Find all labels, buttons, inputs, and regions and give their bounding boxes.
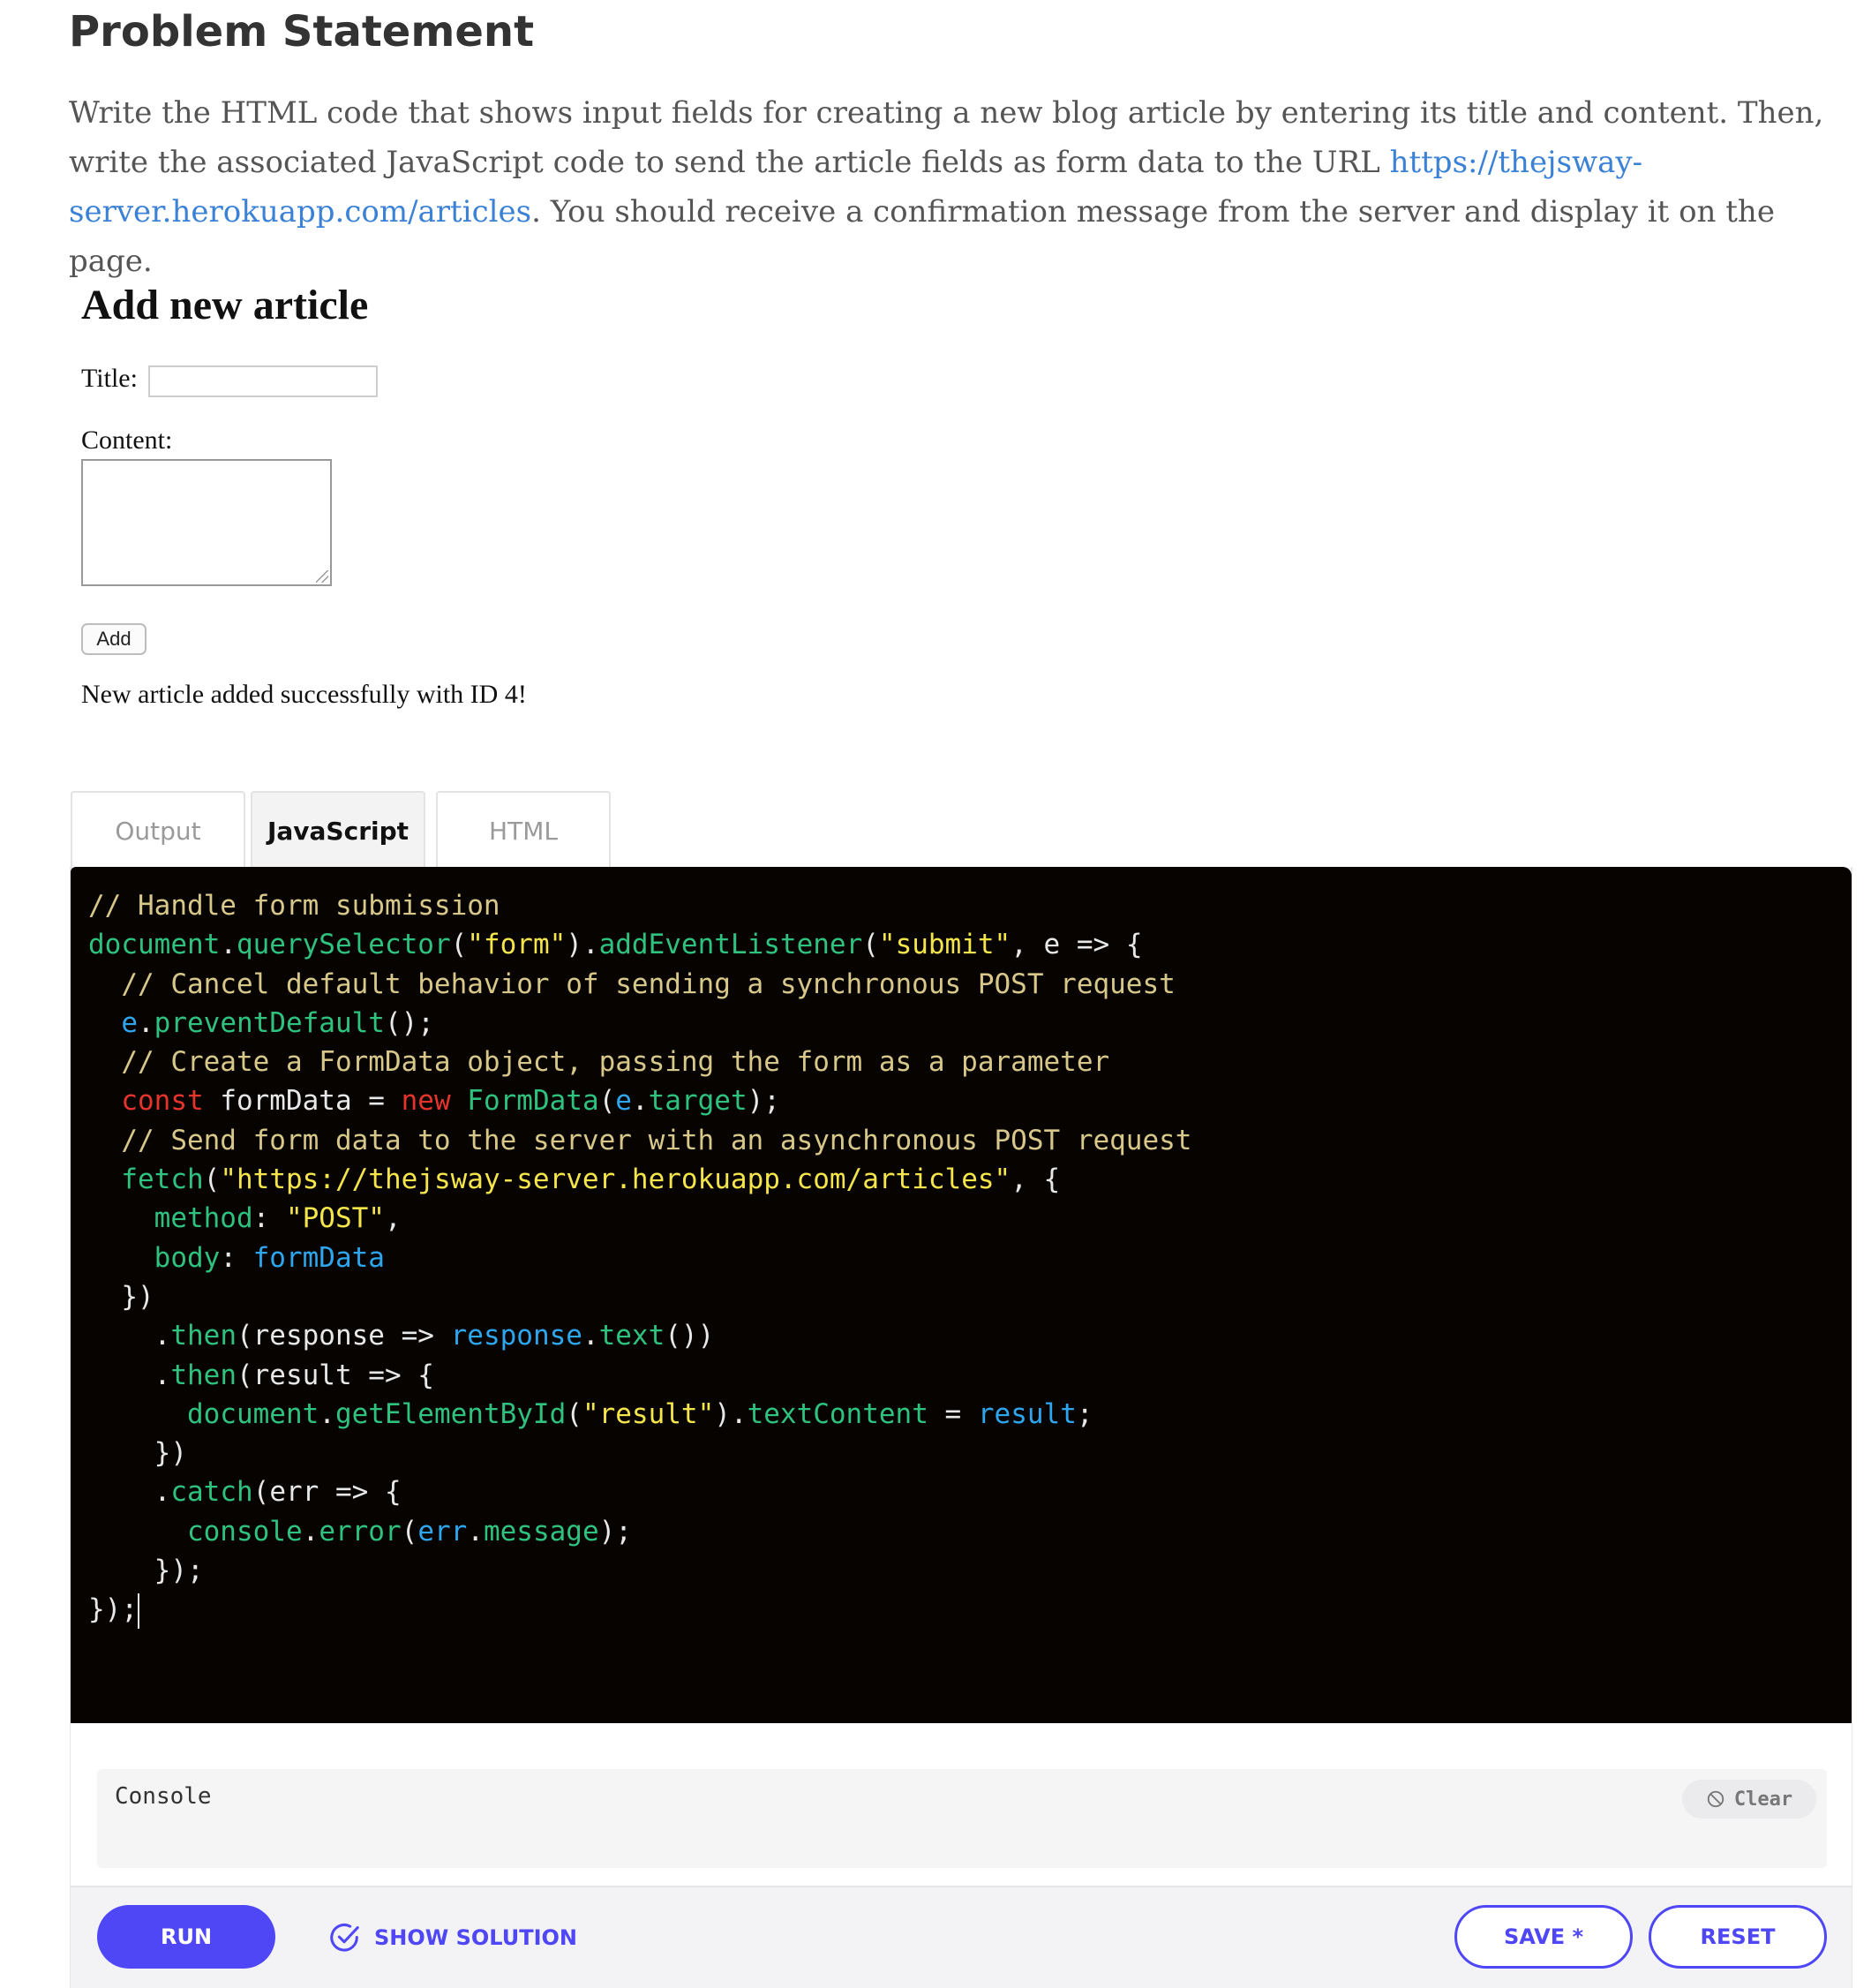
code-token: text [598,1320,665,1352]
statement-text-1: Write the HTML code that shows input fields for creating a new blog article by entering its title and content. Then, write the associated JavaScript code to send the article fields as form data to the URL [69,95,1824,180]
code-token: fetch [121,1163,204,1196]
code-token: (); [384,1006,434,1039]
code-token: FormData [467,1085,599,1118]
problem-statement [69,88,1843,286]
code-token: ; [1076,1397,1093,1430]
code-token: catch [170,1476,253,1509]
no-entry-icon [1706,1789,1725,1809]
code-token [88,1085,121,1117]
code-token: ). [714,1397,748,1430]
code-token: . [88,1476,171,1509]
tab-output[interactable]: Output [71,791,245,869]
code-token: "POST" [285,1202,385,1235]
show-solution-label: SHOW SOLUTION [374,1925,578,1950]
code-line [88,1277,1852,1316]
code-token: . [631,1085,649,1118]
result-message: New article added successfully with ID 4! [81,680,527,709]
code-token: . [88,1359,171,1391]
clear-label: Clear [1733,1788,1793,1811]
code-line [88,1434,1852,1472]
code-line [88,1472,1852,1511]
code-token [88,1046,121,1078]
code-token: , [384,1202,402,1235]
code-token [88,1398,187,1430]
code-token: addEventListener [598,929,863,961]
code-token: formData = [203,1085,402,1118]
preview-title: Add new article [81,282,369,328]
code-token: ( [401,1515,418,1547]
code-token: ( [450,929,468,961]
code-line [88,1043,1852,1081]
code-line [88,1395,1852,1434]
code-token: }) [88,1437,187,1470]
code-token: , e => { [1011,929,1143,961]
code-token: document [186,1397,319,1430]
code-token: "submit" [878,929,1011,961]
code-token [88,1125,121,1156]
code-token: . [319,1397,335,1430]
code-line [88,965,1852,1004]
code-token: . [88,1320,171,1352]
code-token: // Handle form submission [88,890,500,922]
code-token: "form" [467,929,567,961]
code-token: }); [88,1593,138,1626]
run-button[interactable]: RUN [97,1905,275,1969]
add-button[interactable]: Add [81,623,147,655]
code-token: "https://thejsway-server.herokuapp.com/articles" [220,1163,1011,1196]
code-token: then [170,1320,237,1352]
text-cursor [138,1593,139,1629]
code-token [88,968,121,1000]
code-token: e [121,1006,138,1039]
code-token: }) [88,1280,154,1313]
code-token: document [88,929,221,961]
code-token: ()) [665,1320,715,1352]
code-token: (response => [236,1320,451,1352]
title-input[interactable] [148,365,378,397]
code-token: then [170,1359,237,1391]
code-line [88,1239,1852,1277]
code-line [88,1512,1852,1551]
title-label: Title: [81,364,138,393]
code-token [88,1163,121,1195]
code-line [88,886,1852,925]
code-token [451,1085,468,1117]
code-token: new [401,1085,451,1118]
code-token: e [615,1085,632,1118]
code-token: response [450,1320,582,1352]
code-token: preventDefault [154,1006,385,1039]
code-token [88,1007,121,1039]
code-token: textContent [747,1397,928,1430]
reset-button[interactable]: RESET [1649,1905,1827,1969]
code-token: // Create a FormData object, passing the form as a parameter [121,1046,1110,1079]
code-token [88,1516,187,1547]
code-line [88,1004,1852,1043]
code-token: getElementById [334,1397,567,1430]
code-token: . [302,1515,319,1547]
code-token: }); [88,1555,204,1587]
console-panel [97,1769,1827,1868]
code-line [88,925,1852,964]
code-token [88,1202,154,1234]
code-token: // Cancel default behavior of sending a synchronous POST request [121,968,1176,1000]
code-token: formData [252,1241,385,1274]
content-label: Content: [81,425,173,455]
code-token: (err => { [252,1476,402,1509]
content-textarea[interactable] [81,459,332,586]
console-label: Console [115,1783,212,1810]
articles-url-link[interactable]: https://thejsway-server.herokuapp.com/articles [69,145,1643,230]
code-token: : [252,1202,286,1235]
save-button[interactable]: SAVE * [1454,1905,1633,1969]
code-token: "result" [582,1397,715,1430]
code-line [88,1551,1852,1590]
code-token: message [483,1515,599,1547]
code-token: result [977,1397,1077,1430]
code-line [88,1199,1852,1238]
code-token: . [582,1320,599,1352]
code-line [88,1081,1852,1120]
clear-button[interactable] [1682,1780,1816,1819]
check-circle-icon [328,1921,362,1954]
code-token: = [928,1397,978,1430]
code-line [88,1316,1852,1355]
code-token: // Send form data to the server with an asynchronous POST request [121,1124,1192,1156]
code-token: ( [566,1397,582,1430]
code-token: error [319,1515,402,1547]
code-line [88,1356,1852,1395]
code-token: . [220,929,237,961]
code-token: . [467,1515,484,1547]
code-token: err [417,1515,468,1547]
code-token: ); [747,1085,780,1118]
show-solution-button[interactable] [328,1916,577,1960]
code-token: console [186,1515,303,1547]
tab-javascript[interactable]: JavaScript [251,791,425,869]
code-token: const [121,1085,204,1118]
code-token [88,1242,154,1274]
code-token: (result => { [236,1359,434,1391]
statement-text-2: . You should receive a confirmation message from the server and display it on the page. [69,194,1775,279]
code-token: method [154,1202,253,1235]
code-token: body [154,1241,221,1274]
code-token: . [138,1006,154,1039]
code-token: ). [566,929,599,961]
code-token: ); [598,1515,632,1547]
code-token: ( [862,929,879,961]
code-token: ( [598,1085,616,1118]
tab-html[interactable]: HTML [436,791,611,869]
code-line [88,1160,1852,1199]
code-token: target [648,1085,748,1118]
code-line [88,1121,1852,1160]
code-line [88,1590,1852,1629]
code-editor[interactable] [71,867,1852,1723]
code-token: , { [1011,1163,1061,1196]
page-title: Problem Statement [69,7,535,56]
resize-grip-icon[interactable] [316,570,328,583]
code-token: ( [203,1163,221,1196]
code-token: : [220,1241,253,1274]
code-token: querySelector [236,929,451,961]
